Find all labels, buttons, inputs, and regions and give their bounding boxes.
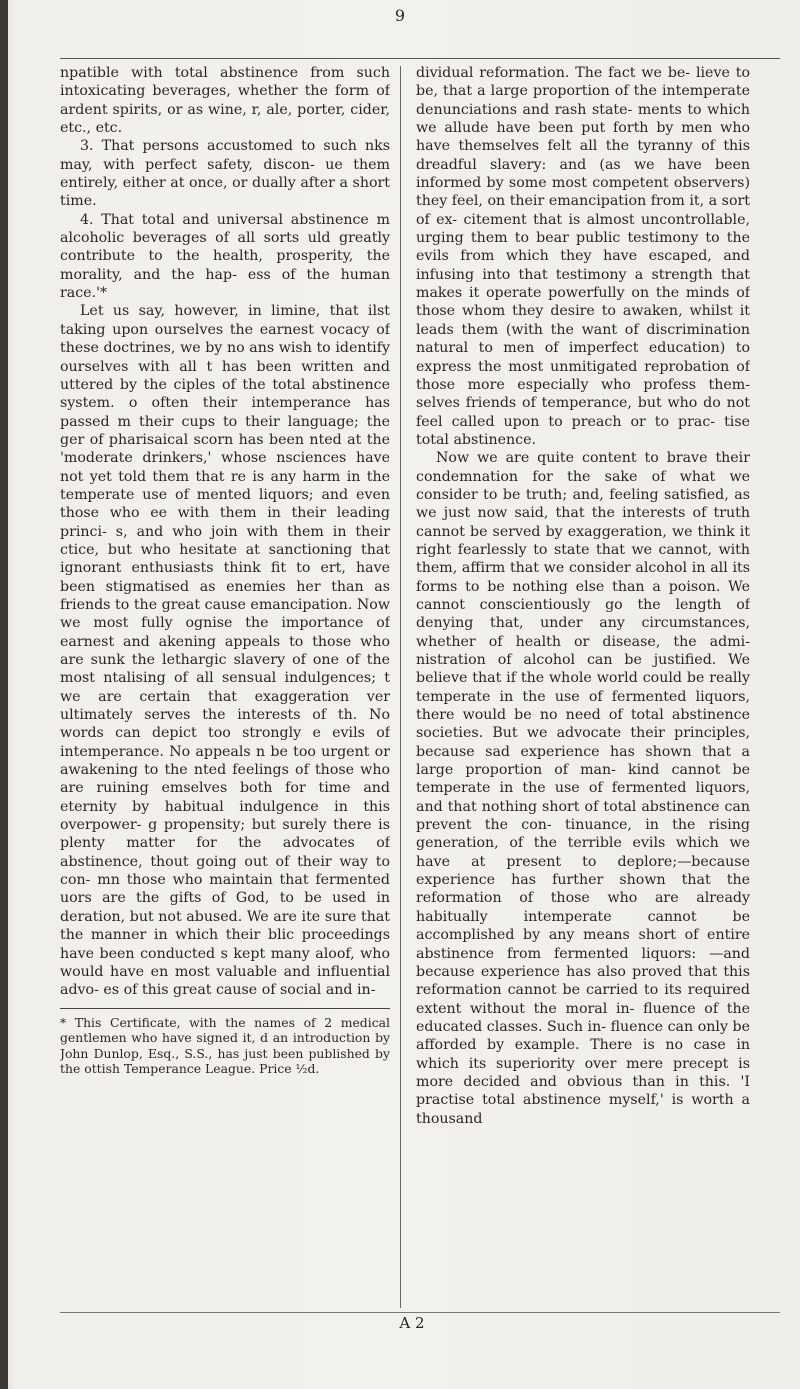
footnote: * This Certificate, with the names of 2 medical gentlemen who have signed it, d an introduction by John Dunlop, Esq., S.S., has just been published by the ottish Temperance League. Price ½d. xyxy=(60,1014,390,1077)
signature-mark: A 2 xyxy=(399,1314,425,1332)
column-divider xyxy=(400,66,401,1308)
paragraph: Let us say, however, in limine, that ilst taking upon ourselves the earnest vocacy of these doctrines, we by no ans wish to identify ourselves with all t has been written and uttered by the ciples of the total abstinence system. o often their intemperance has passed m their cups to their language; the ger of pharisaical scorn has been nted at the 'moderate drinkers,' whose nsciences have not yet told them that re is any harm in the temperate use of mented liquors; and even those who ee with them in their leading princi- s, and who join with them in their ctice, but who hesitate at sanctioning that ignorant enthusiasts think fit to ert, have been stigmatised as enemies her than as friends to the great cause emancipation. Now we most fully ognise the importance of earnest and akening appeals to those who are sunk the lethargic slavery of one of the most ntalising of all sensual indulgences; t we are certain that exaggeration ver ultimately serves the interests of th. No words can depict too strongly e evils of intemperance. No appeals n be too urgent or awakening to the nted feelings of those who are ruining emselves both for time and eternity by habitual indulgence in this overpower- g propensity; but surely there is plenty matter for the advocates of abstinence, thout going out of their way to con- mn those who maintain that fermented uors are the gifts of God, to be used in deration, but not abused. We are ite sure that the manner in which their blic proceedings have been conducted s kept many aloof, who would have en most valuable and influential advo- es of this great cause of social and in- xyxy=(60,303,390,999)
footnote-rule xyxy=(60,1008,390,1009)
paragraph: dividual reformation. The fact we be- lieve to be, that a large proportion of the intemperate denunciations and rash state- ments to which we allude have been put forth by men who have themselves felt all the tyranny of this dreadful slavery: and (as we have been informed by some most competent observers) they feel, on their emancipation from it, a sort of ex- citement that is almost uncontrollable, urging them to bear public testimony to the evils from which they have escaped, and infusing into that testimony a strength that makes it operate powerfully on the minds of those whom they desire to awaken, whilst it leads them (with the want of discrimination natural to men of imperfect education) to express the most unmitigated reprobation of those more especially who profess them- selves friends of temperance, but who do not feel called upon to preach or to prac- tise total abstinence. xyxy=(416,65,750,448)
paragraph: Now we are quite content to brave their condemnation for the sake of what we consider to be truth; and, feeling satisfied, as we just now said, that the interests of truth cannot be served by exaggeration, we think it right fearlessly to state that we cannot, with them, affirm that we consider alcohol in all its forms to be nothing else than a poison. We cannot conscientiously go the length of denying that, under any circumstances, whether of health or disease, the admi- nistration of alcohol can be justified. We believe that if the whole world could be really temperate in the use of fermented liquors, there would be no need of total abstinence societies. But we advocate their principles, because sad experience has shown that a large proportion of man- kind cannot be temperate in the use of fermented liquors, and that nothing short of total abstinence can prevent the con- tinuance, in the rising generation, of the terrible evils which we have at present to deplore;—because experience has further shown that the reformation of those who are already habitually intemperate cannot be accomplished by any means short of entire abstinence from fermented liquors: —and because experience has also proved that this reformation cannot be carried to its required extent without the moral in- fluence of the educated classes. Such in- fluence can only be afforded by example. There is no case in which its superiority over mere precept is more decided and obvious than in this. 'I practise total abstinence myself,' is worth a thousand xyxy=(416,450,750,1127)
paragraph: 3. That persons accustomed to such nks may, with perfect safety, discon- ue them entirely, either at once, or dually after a short time. xyxy=(60,138,390,210)
right-column xyxy=(416,64,750,1309)
paragraph: 4. That total and universal abstinence m alcoholic beverages of all sorts uld greatly contribute to the health, prosperity, the morality, and the hap- ess of the human race.'* xyxy=(60,211,390,302)
left-column xyxy=(60,64,390,1309)
book-spine-shadow xyxy=(0,0,8,1389)
page-number: 9 xyxy=(394,6,406,25)
paragraph: npatible with total abstinence from such intoxicating beverages, whether the form of ardent spirits, or as wine, r, ale, porter, cider, etc., etc. xyxy=(60,65,390,137)
header-rule xyxy=(60,58,780,59)
footer-rule xyxy=(60,1312,780,1313)
